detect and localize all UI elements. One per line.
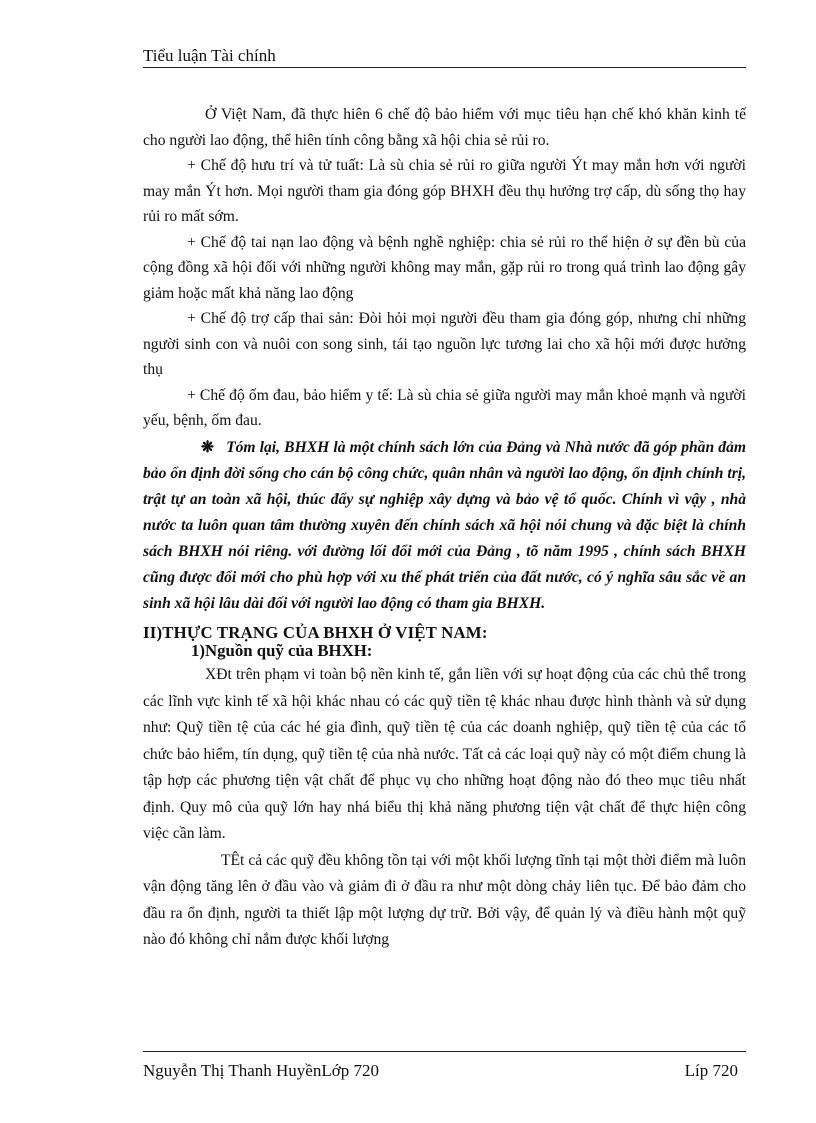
body-paragraph-1: XÐt trên phạm vi toàn bộ nền kinh tế, gắn liền với sự hoạt động của các chủ thể trong các lĩnh vực kinh tế xã hội khác nhau có các quỹ tiền tệ khác nhau được hình thành và sử dụng như: Quỹ tiền tệ của các hé gia đình, quỹ tiền tệ của các doanh nghiệp, quỹ tiền tệ của các tổ chức bảo hiểm, tín dụng, quỹ tiền tệ của nhà nước. Tất cả các loại quỹ này có một điểm chung là tập hợp các phương tiện vật chất để phục vụ cho những hoạt động nào đó theo mục tiêu nhất định. Quy mô của quỹ lớn hay nhá biểu thị khả năng phương tiện vật chất để thực hiện công việc cần làm.: [143, 666, 746, 843]
subsection-heading: 1)Nguồn quỹ của BHXH:: [191, 641, 373, 661]
body-paragraph-2: TÊt cả các quỹ đều không tồn tại với một khối lượng tĩnh tại một thời điểm mà luôn vận động tăng lên ở đầu vào và giảm đi ở đầu ra như một dòng chảy liên tục. Để bảo đảm cho đầu ra ổn định, người ta thiết lập một lượng dự trữ. Bởi vậy, để quản lý và điều hành một quỹ nào đó không chỉ nắm được khối lượng: [143, 851, 746, 949]
header-divider: [143, 67, 746, 68]
footer-author: Nguyễn Thị Thanh HuyềnLớp 720: [143, 1061, 379, 1080]
header-title: Tiểu luận Tài chính: [143, 46, 276, 65]
asterism-icon: ❋: [201, 438, 215, 456]
footer-class: Líp 720: [684, 1061, 738, 1080]
summary-text: Tóm lại, BHXH là một chính sách lớn của Đảng và Nhà nước đã góp phần đảm bảo ổn định đời sống cho cán bộ công chức, quân nhân và người lao động, ổn định chính trị, trật tự an toàn xã hội, thúc đẩy sự nghiệp xây dựng và bảo vệ tổ quốc. Chính vì vậy , nhà nước ta luôn quan tâm thường xuyên đến chính sách xã hội nói chung và đặc biệt là chính sách BHXH nói riêng. với đường lối đổi mới của Đảng , tõ năm 1995 , chính sách BHXH cũng được đổi mới cho phù hợp với xu thế phát triển của đất nước, có ý nghĩa sâu sắc về an sinh xã hội lâu dài đối với người lao động có tham gia BHXH.: [143, 438, 746, 613]
footer-divider: [143, 1051, 746, 1052]
list-item-accident: + Chế độ tai nạn lao động và bệnh nghề nghiệp: chia sẻ rủi ro thể hiện ở sự đền bù của cộng đồng xã hội đối với những người không may mắn, gặp rủi ro trong quá trình lao động gây giảm hoặc mất khả năng lao động: [143, 233, 746, 302]
summary-paragraph: [143, 435, 746, 618]
page-header: [143, 46, 746, 66]
intro-paragraph: Ở Việt Nam, đã thực hiên 6 chế độ bảo hiểm với mục tiêu hạn chế khó khăn kinh tế cho người lao động, thể hiên tính công bằng xã hội chia sẻ rủi ro.: [143, 106, 746, 149]
list-item-maternity: + Chế độ trợ cấp thai sản: Đòi hỏi mọi người đều tham gia đóng góp, nhưng chỉ những người sinh con và nuôi con song sinh, tái tạo nguồn lực tương lai cho xã hội mới được hưởng thụ: [143, 310, 746, 378]
document-body: [143, 102, 746, 954]
list-item-sickness: + Chế độ ốm đau, bảo hiểm y tế: Là sù chia sẻ giữa người may mắn khoẻ mạnh và người yếu, bệnh, ốm đau.: [143, 386, 746, 429]
section-heading: II)THỰC TRẠNG CỦA BHXH Ở VIỆT NAM:: [143, 623, 488, 643]
list-item-pension: + Chế độ hưu trí và tử tuất: Là sù chia sẻ rủi ro giữa người Ýt may mắn hơn với người may mắn Ýt hơn. Mọi người tham gia đóng góp BHXH đều thụ hưởng trợ cấp, dù sống thọ hay rủi ro mất sớm.: [143, 157, 746, 225]
